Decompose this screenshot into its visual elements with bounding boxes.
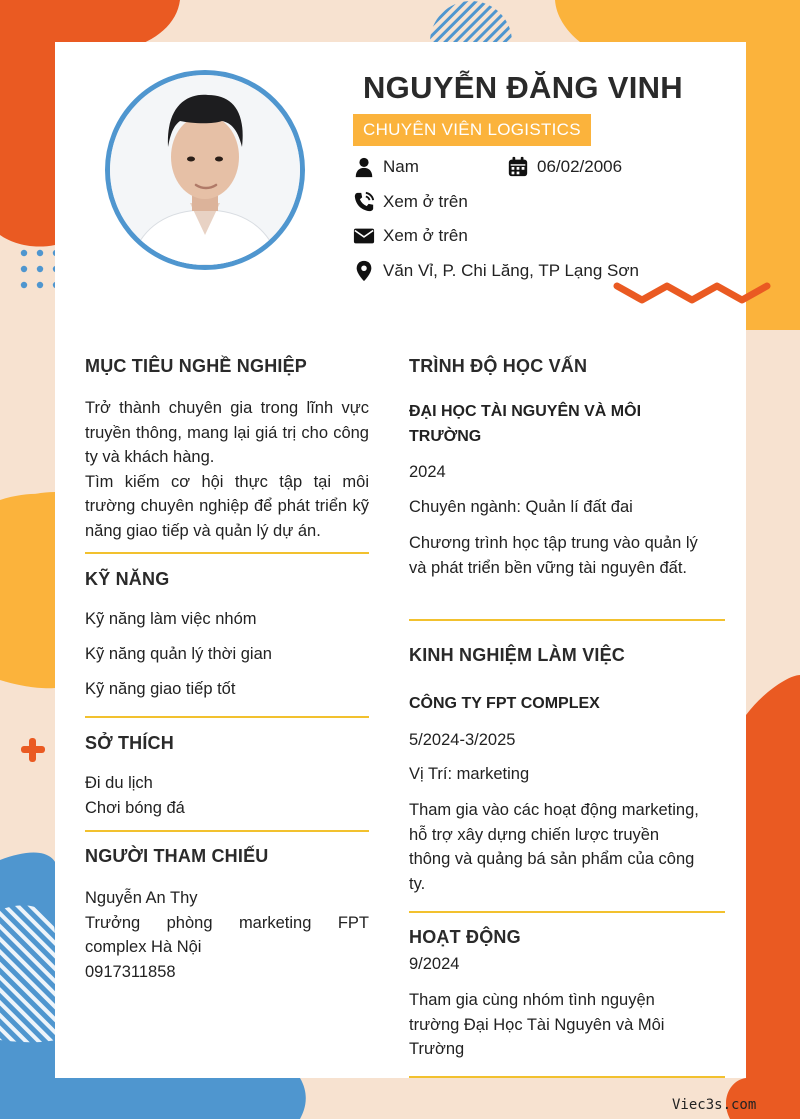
divider [85,830,369,832]
watermark: Viec3s.com [672,1097,757,1113]
calendar-icon [507,156,529,178]
experience-title: KINH NGHIỆM LÀM VIỆC [409,645,626,665]
hobby-item: Đi du lịch [85,774,153,792]
skill-item: Kỹ năng quản lý thời gian [85,645,272,663]
reference-position: Trưởng phòng marketing FPT complex Hà Nội [85,913,369,956]
address-row [353,260,639,282]
reference-name: Nguyễn An Thy [85,889,198,907]
reference-phone: 0917311858 [85,962,176,981]
birthdate-text: 06/02/2006 [537,157,623,176]
email-row [353,225,468,247]
person-icon [353,156,375,178]
experience-period: 5/2024-3/2025 [409,731,516,749]
skills-title: KỸ NĂNG [85,569,170,589]
gender-text: Nam [383,157,419,176]
divider [409,1076,725,1078]
phone-icon [353,191,375,213]
education-title: TRÌNH ĐỘ HỌC VẤN [409,356,588,376]
activities-title: HOẠT ĐỘNG [409,927,521,947]
skill-item: Kỹ năng giao tiếp tốt [85,680,236,698]
candidate-name: NGUYỄN ĐĂNG VINH [363,70,683,105]
zigzag-decoration [612,278,772,308]
envelope-icon [353,225,375,247]
objective-title: MỤC TIÊU NGHỀ NGHIỆP [85,356,308,376]
avatar [105,70,305,270]
hobbies-title: SỞ THÍCH [85,733,174,753]
divider [85,552,369,554]
education-year: 2024 [409,463,446,481]
education-major: Chuyên ngành: Quản lí đất đai [409,498,633,516]
job-title-badge: CHUYÊN VIÊN LOGISTICS [353,114,591,146]
address-text: Văn Vỉ, P. Chi Lăng, TP Lạng Sơn [383,261,639,280]
education-school: ĐẠI HỌC TÀI NGUYÊN VÀ MÔI TRƯỜNG [409,403,642,445]
gender-row [353,156,419,178]
experience-description: Tham gia vào các hoạt động marketing, hỗ trợ xây dựng chiến lược truyền thông và quảng bá sản phẩm của công ty. [409,801,699,893]
hobby-item: Chơi bóng đá [85,799,185,817]
experience-position: Vị Trí: marketing [409,765,530,783]
activities-date: 9/2024 [409,955,460,973]
experience-company: CÔNG TY FPT COMPLEX [409,695,600,712]
education-description: Chương trình học tập trung vào quản lý và phát triển bền vững tài nguyên đất. [409,534,698,577]
phone-text: Xem ở trên [383,192,468,211]
skill-item: Kỹ năng làm việc nhóm [85,610,257,628]
phone-row [353,191,468,213]
reference-details [85,886,369,984]
objective-paragraph-1: Trở thành chuyên gia trong lĩnh vực truyền thông, mang lại giá trị cho công ty và khách hàng. [85,399,369,466]
reference-title: NGƯỜI THAM CHIẾU [85,846,269,866]
objective-text [85,396,369,543]
person-photo-icon [110,75,300,265]
divider [409,911,725,913]
email-text: Xem ở trên [383,226,468,245]
objective-paragraph-2: Tìm kiếm cơ hội thực tập tại môi trường chuyên nghiệp để phát triển kỹ năng giao tiếp và quản lý dự án. [85,472,369,540]
birthdate-row [507,156,622,178]
divider [85,716,369,718]
activities-description: Tham gia cùng nhóm tình nguyện trường Đại Học Tài Nguyên và Môi Trường [409,991,665,1058]
location-pin-icon [353,260,375,282]
divider [409,619,725,621]
